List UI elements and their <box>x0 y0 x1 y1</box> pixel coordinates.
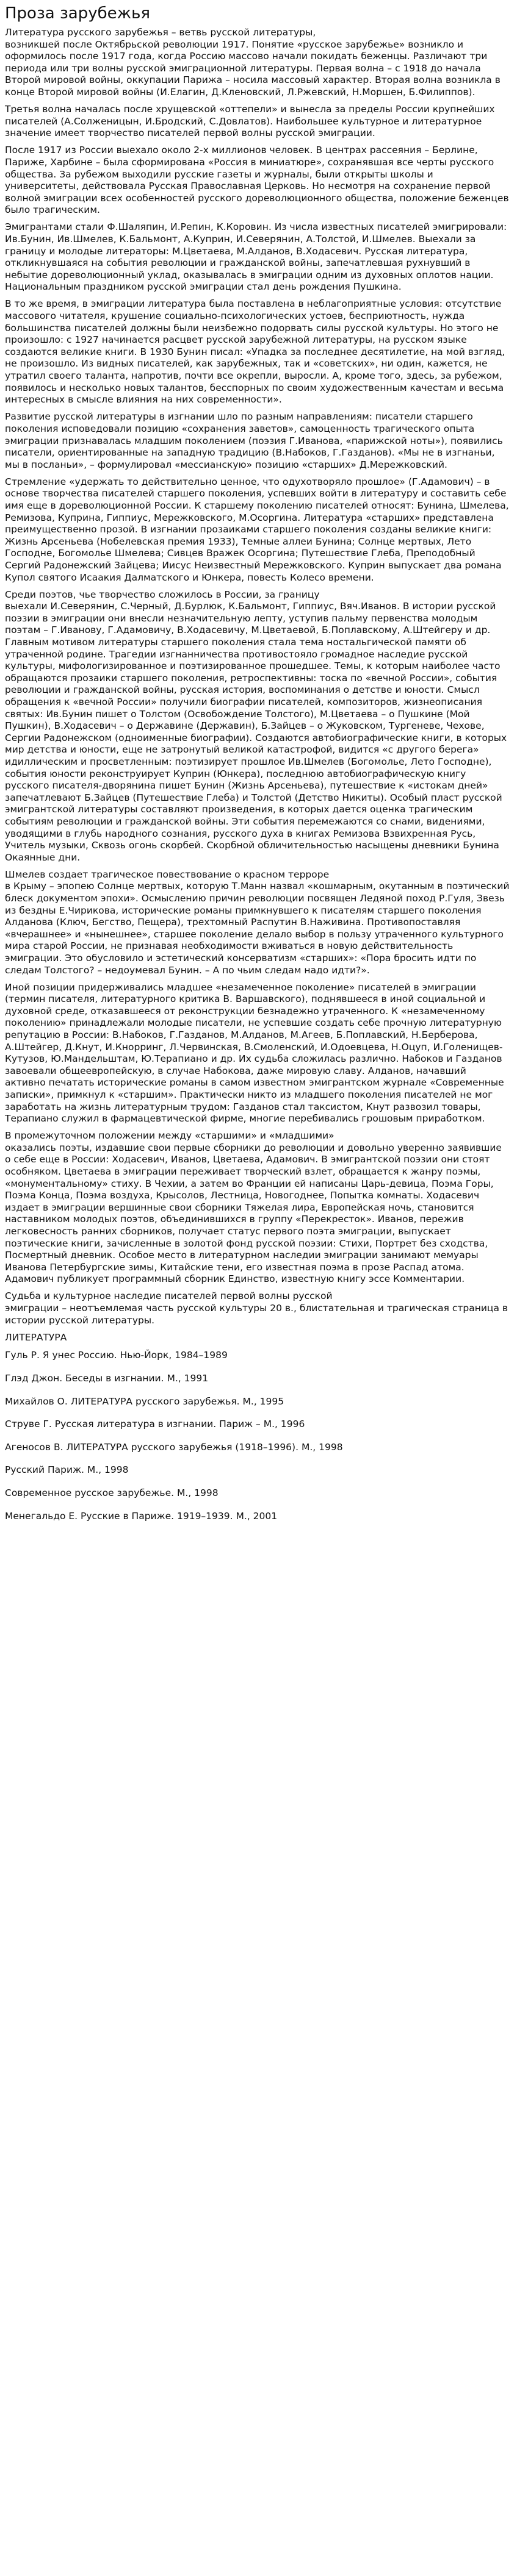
paragraph: Литература русского зарубежья – ветвь русской литературы, возникшей после Октябрьской революции 1917. Понятие «русское зарубежье» возникло и оформилось после 1917 года, когда Россию массово начали покидать беженцы. Различают три периода или три волны русской эмиграционной литературы. Первая волна – с 1918 до начала Второй мировой войны, оккупации Парижа – носила массовый характер. Вторая волна возникла в конце Второй мировой войны (И.Елагин, Д.Кленовский, Л.Ржевский, Н.Моршен, Б.Филиппов). <box>5 27 501 98</box>
bibliography-item: Михайлов О. ЛИТЕРАТУРА русского зарубежья. М., 1995 <box>5 1395 284 1407</box>
bibliography-item: Глэд Джон. Беседы в изгнании. М., 1991 <box>5 1372 209 1384</box>
paragraph: В промежуточном положении между «старшими» и «младшими» оказались поэты, издавшие свои первые сборники до революции и довольно уверенно заявившие о себе еще в России: Ходасевич, Иванов, Цветаева, Адамович. В эмигрантской поэзии они стоят особняком. Цветаева в эмиграции переживает творческий взлет, обращается к жанру поэмы, «монументальному» стиху. В Чехии, а затем во Франции ей написаны Царь-девица, Поэма Горы, Поэма Конца, Поэма воздуха, Крысолов, Лестница, Новогоднее, Попытка комнаты. Ходасевич издает в эмиграции вершинные свои сборники Тяжелая лира, Европейская ночь, становится наставником молодых поэтов, объединившихся в группу «Перекресток». Иванов, пережив легковесность ранних сборников, получает статус первого поэта эмиграции, выпускает поэтические книги, зачисленные в золотой фонд русской поэзии: Стихи, Портрет без сходства, Посмертный дневник. Особое место в литературном наследии эмиграции занимают мемуары Иванова Петербургские зимы, Китайские тени, его известная поэма в прозе Распад атома. Адамович публикует программный сборник Единство, известную книгу эссе Комментарии. <box>5 1130 502 1285</box>
paragraph: Третья волна началась после хрущевской «оттепели» и вынесла за пределы России крупнейших писателей (А.Солженицын, И.Бродский, С.Довлатов). Наибольшее культурное и литературное значение имеет творчество писателей первой волны русской эмиграции. <box>5 104 495 139</box>
paragraph: В то же время, в эмиграции литература была поставлена в неблагоприятные условия: отсутствие массового читателя, крушение социально-психологических устоев, бесприютность, нужда большинства писателей должны были неизбежно подорвать силы русской культуры. Но этого не произошло: с 1927 начинается расцвет русской зарубежной литературы, на русском языке создаются великие книги. В 1930 Бунин писал: «Упадка за последнее десятилетие, на мой взгляд, не произошло. Из видных писателей, как зарубежных, так и «советских», ни один, кажется, не утратил своего таланта, напротив, почти все окрепли, выросли. А, кроме того, здесь, за рубежом, появилось и несколько новых талантов, бесспорных по своим художественным качестам и весьма интересных в смысле влияния на них современности». <box>5 298 505 406</box>
bibliography-item: Агеносов В. ЛИТЕРАТУРА русского зарубежья (1918–1996). М., 1998 <box>5 1441 343 1453</box>
paragraph: После 1917 из России выехало около 2-х миллионов человек. В центрах рассеяния – Берлине, Париже, Харбине – была сформирована «Россия в миниатюре», сохранявшая все черты русского общества. За рубежом выходили русские газеты и журналы, были открыты школы и университеты, действовала Русская Православная Церковь. Но несмотря на сохранение первой волной эмиграции всех особенностей русского дореволюционного общества, положение беженцев было трагическим. <box>5 145 509 216</box>
paragraph: Эмигрантами стали Ф.Шаляпин, И.Репин, К.Коровин. Из числа известных писателей эмигрировали: Ив.Бунин, Ив.Шмелев, К.Бальмонт, А.Куприн, И.Северянин, А.Толстой, И.Шмелев. Выехали за границу и молодые литераторы: М.Цветаева, М.Алданов, В.Ходасевич. Русская литература, откликнувшаяся на события революции и гражданской войны, запечатлевшая рухнувший в небытие дореволюционный уклад, оказывалась в эмиграции одним из духовных оплотов нации. Национальным праздником русской эмиграции стал день рождения Пушкина. <box>5 221 507 293</box>
bibliography-list <box>5 1350 510 1522</box>
paragraph: Среди поэтов, чье творчество сложилось в России, за границу выехали И.Северянин, С.Черный, Д.Бурлюк, К.Бальмонт, Гиппиус, Вяч.Иванов. В истории русской поэзии в эмиграции они внесли незначительную лепту, уступив пальму первенства молодым поэтам – Г.Иванову, Г.Адамовичу, В.Ходасевичу, М.Цветаевой, Б.Поплавскому, А.Штейгеру и др. Главным мотивом литературы старшего поколения стала тема ностальгической памяти об утраченной родине. Трагедии изгнанничества противостояло громадное наследие русской культуры, мифологизированное и поэтизированное прошедшее. Темы, к которым наиболее часто обращаются прозаики старшего поколения, ретроспективны: тоска по «вечной России», события революции и гражданской войны, русская история, воспоминания о детстве и юности. Смысл обращения к «вечной России» получили биографии писателей, композиторов, жизнеописания святых: Ив.Бунин пишет о Толстом (Освобождение Толстого), М.Цветаева – о Пушкине (Мой Пушкин), В.Ходасевич – о Державине (Державин), Б.Зайцев – о Жуковском, Тургеневе, Чехове, Сергии Радонежском (одноименные биографии). Создаются автобиографические книги, в которых мир детства и юности, еще не затронутый великой катастрофой, видится «с другого берега» идиллическим и просветленным: поэтизирует прошлое Ив.Шмелев (Богомолье, Лето Господне), события юности реконструирует Куприн (Юнкера), последнюю автобиографическую книгу русского писателя-дворянина пишет Бунин (Жизнь Арсеньева), путешествие к «истокам дней» запечатлевают Б.Зайцев (Путешествие Глеба) и Толстой (Детство Никиты). Особый пласт русской эмигрантской литературы составляют произведения, в которых дается оценка трагическим событиям революции и гражданской войны. Эти события перемежаются со снами, видениями, уводящими в глубь народного сознания, русского духа в книгах Ремизова Взвихренная Русь, Учитель музыки, Сквозь огонь скорбей. Скорбной обличительностью насыщены дневники Бунина Окаянные дни. <box>5 589 507 863</box>
paragraph: Иной позиции придерживались младшее «незамеченное поколение» писателей в эмиграции (термин писателя, литературного критика В. Варшавского), поднявшееся в иной социальной и духовной среде, отказавшееся от реконструкции безнадежно утраченного. К «незамеченному поколению» принадлежали молодые писатели, не успевшие создать себе прочную литературную репутацию в России: В.Набоков, Г.Газданов, М.Алданов, М.Агеев, Б.Поплавский, Н.Берберова, А.Штейгер, Д.Кнут, И.Кнорринг, Л.Червинская, В.Смоленский, И.Одоевцева, Н.Оцуп, И.Голенищев-Кутузов, Ю.Мандельштам, Ю.Терапиано и др. Их судьба сложилась различно. Набоков и Газданов завоевали общеевропейскую, в случае Набокова, даже мировую славу. Алданов, начавший активно печатать исторические романы в самом известном эмигрантском журнале «Современные записки», примкнул к «старшим». Практически никто из младшего поколения писателей не мог заработать на жизнь литературным трудом: Газданов стал таксистом, Кнут развозил товары, Терапиано служил в фармацевтической фирме, многие перебивались грошовым приработком. <box>5 981 504 1125</box>
paragraph: Развитие русской литературы в изгнании шло по разным направлениям: писатели старшего поколения исповедовали позицию «сохранения заветов», самоценность трагического опыта эмиграции признавалась младшим поколением (поэзия Г.Иванова, «парижской ноты»), появились писатели, ориентированные на западную традицию (В.Набоков, Г.Газданов). «Мы не в изгнаньи, мы в посланьи», – формулировал «мессианскую» позицию «старших» Д.Мережковский. <box>5 411 503 470</box>
bibliography-item: Современное русское зарубежье. М., 1998 <box>5 1487 219 1498</box>
article-body <box>5 27 510 1326</box>
bibliography-item: Струве Г. Русская литература в изгнании. Париж – М., 1996 <box>5 1419 305 1430</box>
paragraph: Судьба и культурное наследие писателей первой волны русской эмиграции – неотъемлемая часть русской культуры 20 в., блистательная и трагическая страница в истории русской литературы. <box>5 1290 508 1326</box>
bibliography-item: Русский Париж. М., 1998 <box>5 1464 129 1476</box>
paragraph: Стремление «удержать то действительно ценное, что одухотворяло прошлое» (Г.Адамович) – в основе творчества писателей старшего поколения, успевших войти в литературу и составить себе имя еще в дореволюционной России. К старшему поколению писателей относят: Бунина, Шмелева, Ремизова, Куприна, Гиппиус, Мережковского, М.Осоргина. Литература «старших» представлена преимущественно прозой. В изгнании прозаиками старшего поколения созданы великие книги: Жизнь Арсеньева (Нобелевская премия 1933), Темные аллеи Бунина; Солнце мертвых, Лето Господне, Богомолье Шмелева; Сивцев Вражек Осоргина; Путешествие Глеба, Преподобный Сергий Радонежский Зайцева; Иисус Неизвестный Мережковского. Куприн выпускает два романа Купол святого Исаакия Далматского и Юнкера, повесть Колесо времени. <box>5 476 509 583</box>
paragraph: Шмелев создает трагическое повествование о красном терроре в Крыму – эпопею Солнце мертвых, которую Т.Манн назвал «кошмарным, окутанным в поэтический блеск документом эпохи». Осмыслению причин революции посвящен Ледяной поход Р.Гуля, Звезь из бездны Е.Чирикова, исторические романы примкнувшего к писателям старшего поколения Алданова (Ключ, Бегство, Пещера), трехтомный Распутин В.Наживина. Противопоставляя «вчерашнее» и «нынешнее», старшее поколение делало выбор в пользу утраченного культурного мира старой России, не признавая необходимости вживаться в новую действительность эмиграции. Это обусловило и эстетический консерватизм «старших»: «Пора бросить идти по следам Толстого? – недоумевал Бунин. – А по чьим следам надо идти?». <box>5 868 510 976</box>
bibliography-heading: ЛИТЕРАТУРА <box>5 1331 67 1343</box>
bibliography-item: Менегальдо Е. Русские в Париже. 1919–1939. М., 2001 <box>5 1510 278 1522</box>
bibliography-item: Гуль Р. Я унес Россию. Нью-Йорк, 1984–1989 <box>5 1350 228 1361</box>
page-title: Проза зарубежья <box>5 4 151 23</box>
